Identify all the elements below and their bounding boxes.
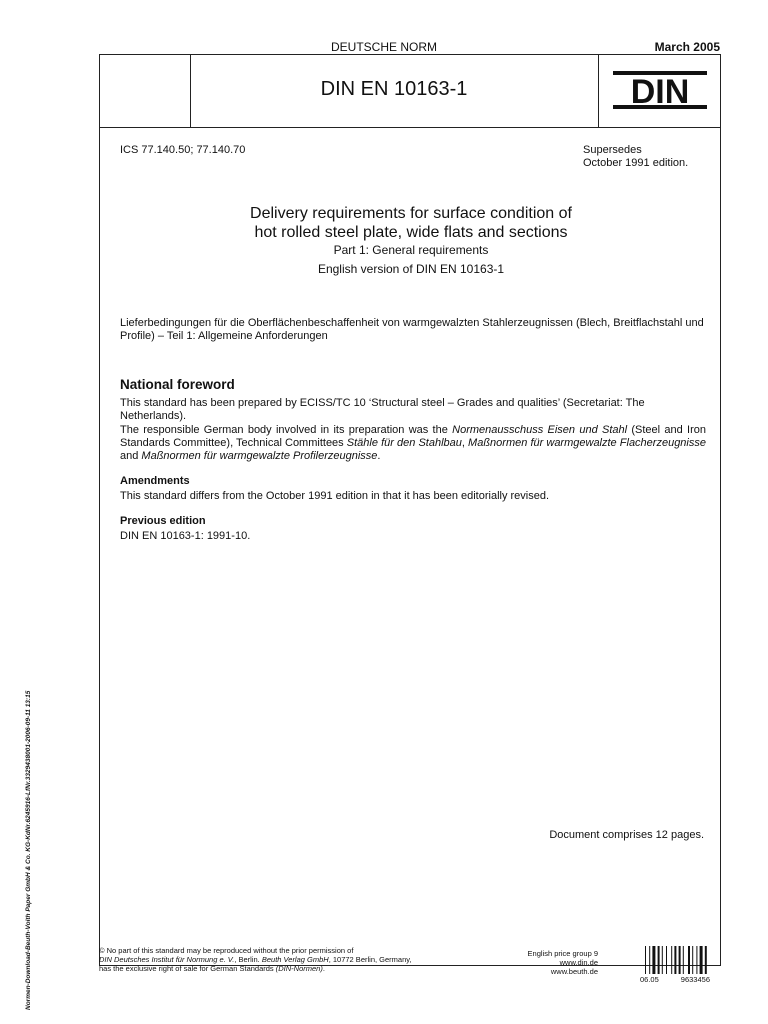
main-title-line1: Delivery requirements for surface condition of: [250, 205, 572, 222]
barcode-bar: [688, 946, 690, 974]
barcode-bar: [658, 946, 660, 974]
ics-codes: ICS 77.140.50; 77.140.70: [120, 144, 246, 156]
text-run: .: [322, 964, 325, 973]
barcode-bar: [645, 946, 646, 974]
barcode-bar: [696, 946, 697, 974]
text-run: DIN Deutsches Institut für Normung e. V.: [99, 955, 235, 964]
barcode-bar: [700, 946, 703, 974]
committee-name: Maßnormen für warmgewalzte Flacherzeugnisse: [468, 437, 706, 449]
amendments-text: This standard differs from the October 1991 edition in that it has been editorially revised.: [120, 490, 550, 502]
text-run: , Berlin.: [234, 955, 262, 964]
english-version-note: English version of DIN EN 10163-1: [317, 262, 505, 276]
barcode-right-number: 9633456: [680, 975, 710, 984]
standard-series-label: DEUTSCHE NORM: [330, 40, 437, 54]
din-logo-text: DIN: [630, 73, 690, 110]
document-number: DIN EN 10163-1: [320, 78, 468, 100]
publication-date: March 2005: [654, 40, 720, 54]
main-title-line2: hot rolled steel plate, wide flats and sections: [254, 224, 568, 241]
part-title: Part 1: General requirements: [333, 243, 489, 257]
barcode-bar: [692, 946, 693, 974]
german-title: Lieferbedingungen für die Oberflächenbeschaffenheit von warmgewalzten Stahlerzeugnissen (Blech, Breitflachstahl und Profile) – Teil 1: Allgemeine Anforderungen: [120, 317, 704, 342]
barcode: [645, 946, 709, 974]
page-count-note: Document comprises 12 pages.: [549, 829, 704, 841]
main-title: [120, 204, 702, 242]
committee-name: Maßnormen für warmgewalzte Profilerzeugnisse: [141, 450, 378, 462]
committee-name: Stähle für den Stahlbau: [346, 437, 462, 449]
text-run: ,: [461, 437, 469, 449]
beuth-url-link[interactable]: www.beuth.de: [550, 967, 598, 976]
din-url-link[interactable]: www.din.de: [559, 958, 598, 967]
barcode-bar: [662, 946, 663, 974]
barcode-bar: [649, 946, 650, 974]
price-group: English price group 9: [527, 949, 598, 958]
barcode-numbers: [640, 975, 710, 984]
download-stamp: Normen-Download-Beuth-Voith Paper GmbH & Co. KG-KdNr.6245916-LfNr.3329438001-2006-09-11 13:15: [25, 690, 32, 1010]
committee-name: Normenausschuss Eisen und Stahl: [452, 424, 628, 436]
barcode-left-number: 06.05: [640, 975, 659, 984]
barcode-bar: [652, 946, 655, 974]
barcode-bar: [705, 946, 707, 974]
din-logo: [612, 70, 708, 110]
price-info: [480, 949, 598, 976]
barcode-bar: [666, 946, 667, 974]
foreword-paragraph-1: This standard has been prepared by ECISS/TC 10 ‘Structural steel – Grades and qualities’ (Secretariat: The Netherlands).: [120, 397, 645, 422]
header-right-divider: [598, 54, 599, 128]
supersedes-edition: October 1991 edition.: [583, 157, 689, 169]
text-run: (DIN-Normen): [275, 964, 323, 973]
copyright-line1: © No part of this standard may be reproduced without the prior permission of: [99, 946, 354, 955]
copyright-notice: [99, 946, 519, 973]
text-run: , 10772 Berlin, Germany,: [328, 955, 412, 964]
foreword-paragraph-2: [120, 424, 706, 463]
barcode-bar: [671, 946, 672, 974]
text-run: .: [377, 450, 381, 462]
header-divider: [99, 127, 721, 128]
supersedes-label: Supersedes: [583, 144, 642, 156]
previous-edition-text: DIN EN 10163-1: 1991-10.: [120, 530, 251, 542]
text-run: Beuth Verlag GmbH: [261, 955, 329, 964]
text-run: The responsible German body involved in its preparation was the: [120, 424, 453, 436]
supersedes-note: [583, 144, 688, 170]
previous-edition-heading: Previous edition: [120, 515, 206, 527]
copyright-line2: [99, 955, 519, 964]
amendments-heading: Amendments: [120, 475, 190, 487]
text-run: (Steel and Iron Standards Committee), Technical Committees: [120, 424, 706, 449]
text-run: has the exclusive right of sale for German Standards: [99, 964, 276, 973]
text-run: and: [120, 450, 142, 462]
barcode-bar: [679, 946, 681, 974]
barcode-bar: [674, 946, 676, 974]
barcode-bar: [683, 946, 684, 974]
national-foreword-heading: National foreword: [120, 377, 235, 392]
copyright-line3: [99, 964, 519, 973]
